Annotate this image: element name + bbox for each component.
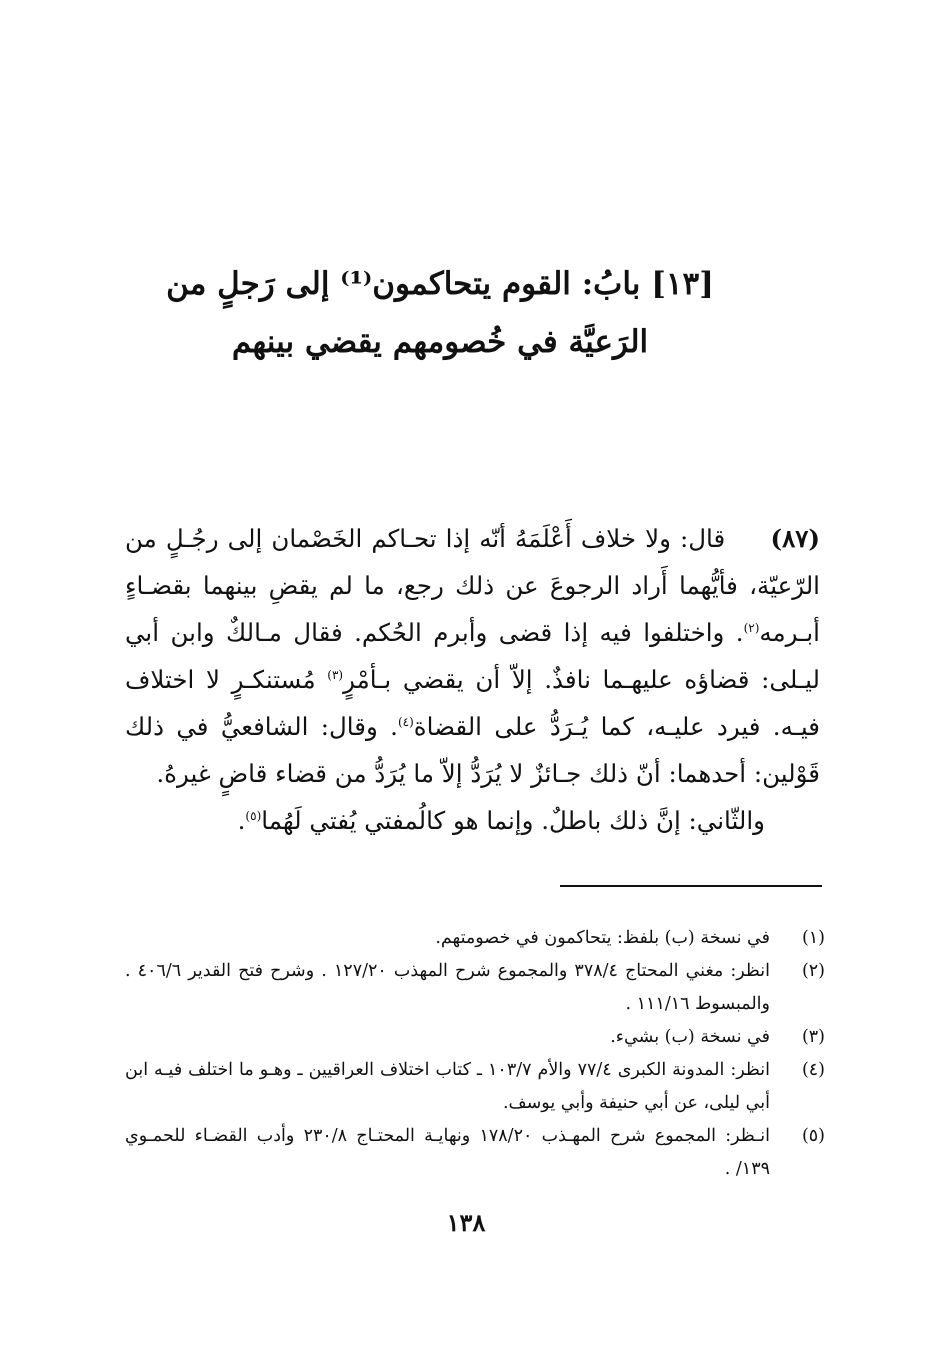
footnote-label: (٢) — [801, 961, 825, 981]
chapter-heading-line-2: الرَعيَّة في خُصومهم يقضي بينهم — [231, 324, 649, 360]
footnote-label: (٣) — [801, 1027, 825, 1047]
footnote-marker-5: (٥) — [245, 808, 262, 823]
footnote-divider — [560, 885, 822, 887]
footnote-5 — [125, 1120, 825, 1186]
page-number: ١٣٨ — [446, 1208, 486, 1237]
second-opinion-text: والثّاني: إنَّ ذلك باطلٌ. وإنما هو كالُمفتي يُفتي لَهُما — [261, 806, 765, 835]
paragraph-number: (٨٧) — [770, 524, 820, 553]
paragraph-text-4: . وقال: الشافعيُّ في ذلك قَوْلين: أحدهما: أنّ ذلك جـائزٌ لا يُرَدُّ إلاّ ما يُرَدُّ من قضاء قاضٍ غيرهُ. — [125, 712, 820, 788]
paragraph-second-opinion — [125, 797, 820, 844]
footnote-label: (١) — [801, 928, 825, 948]
paragraph-text-2: . واختلفوا فيه إذا قضى وأبرم الحُكم. فقال مـالكٌ وابن أبي ليـلى: قضاؤه عليهـما نافذٌ. إلاّ أن يقضي بـأمْرٍ — [125, 618, 820, 694]
footnotes — [125, 922, 825, 1186]
footnote-4 — [125, 1054, 825, 1120]
chapter-heading-line-1: [١٣] بابُ: القوم يتحاكمون⁽¹⁾ إلى رَجلٍ من — [166, 266, 714, 302]
chapter-heading — [140, 255, 740, 371]
footnote-text: في نسخة (ب) بشيء. — [610, 1027, 770, 1047]
footnote-label: (٤) — [801, 1060, 825, 1080]
second-opinion-end: . — [237, 806, 246, 835]
main-text — [125, 515, 820, 844]
footnote-label: (٥) — [801, 1126, 825, 1146]
footnote-text: انظر: المدونة الكبرى ٧٧/٤ والأم ١٠٣/٧ ـ كتاب اختلاف العراقيين ـ وهـو ما اختلف فيـه ابن أبي ليلى، عن أبي حنيفة وأبي يوسف. — [125, 1060, 770, 1113]
footnote-2 — [125, 955, 825, 1021]
footnote-marker-3: (٣) — [327, 667, 344, 682]
paragraph-text-3: مُستنكـرٍ لا اختلاف فيـه. فيرد عليـه، كما يُـرَدُّ على القضاة — [125, 665, 821, 741]
footnote-text: انظر: مغني المحتاج ٣٧٨/٤ والمجموع شرح المهذب ١٢٧/٢٠ . وشرح فتح القدير ٤٠٦/٦ . والمبسوط ١١١/١٦ . — [125, 961, 770, 1014]
paragraph-text-1: قال: ولا خلاف أَعْلَمَهُ أنّه إذا تحـاكم الخَصْمان إلى رجُـلٍ من الرّعيّة، فأيُّهما أَراد الرجوعَ عن ذلك رجع، ما لم يقضِ بينهما بقضـاءٍ أبـرمه — [125, 524, 820, 647]
footnote-3 — [125, 1021, 825, 1054]
paragraph-87 — [125, 515, 820, 797]
footnote-1 — [125, 922, 825, 955]
footnote-text: انـظر: المجموع شرح المهـذب ١٧٨/٢٠ ونهايـة المحتـاج ٢٣٠/٨ وأدب القضـاء للحمـوي ١٣٩/ . — [125, 1126, 770, 1179]
footnote-marker-2: (٢) — [743, 620, 760, 635]
footnote-marker-4: (٤) — [397, 714, 414, 729]
footnote-text: في نسخة (ب) بلفظ: يتحاكمون في خصومتهم. — [435, 928, 770, 948]
